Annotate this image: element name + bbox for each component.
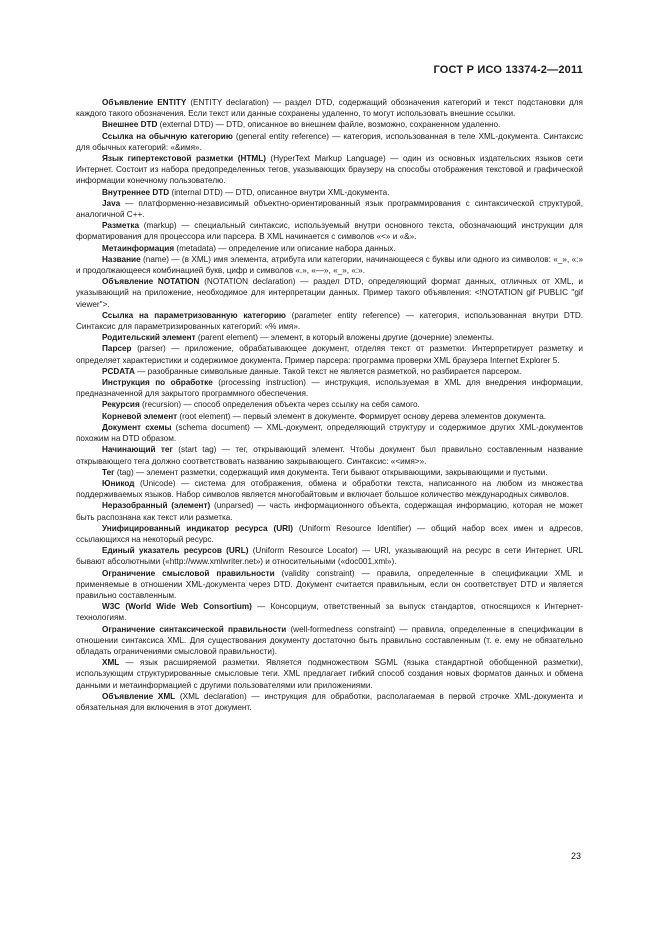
glossary-entry [76,131,583,153]
glossary-term: XML [102,658,120,668]
glossary-definition: (ENTITY declaration) — раздел DTD, содержащий обозначения категорий и текст подстановки для каждого такого обозначения. Если текст или данные сохранены удаленно, то могут использовать внешние ссылки. [76,98,583,119]
glossary-term: PCDATA [102,366,135,376]
glossary-entry [76,198,583,220]
glossary-definition: (root element) — первый элемент в документе. Формирует основу дерева элементов документа. [177,411,547,421]
glossary-entry [76,243,583,254]
glossary-entry [76,399,583,410]
glossary-entry [76,444,583,466]
glossary-entry [76,310,583,332]
glossary-term: Название [102,254,141,264]
glossary-definition: — Консорциум, ответственный за выпуск стандартов, относящихся к Интернет-технологиям. [76,602,583,623]
glossary-entry [76,467,583,478]
glossary-entry [76,601,583,623]
glossary-term: Внешнее DTD [102,120,158,130]
glossary-term: Инструкция по обработке [102,378,213,388]
glossary-term: Рекурсия [102,400,140,410]
glossary-entry [76,332,583,343]
glossary-definition: (XML declaration) — инструкция для обработки, располагаемая в первой строчке XML-документа и обязательная для включения в этот документ. [76,691,583,712]
glossary-definition: — разобранные символьные данные. Такой текст не является разметкой, но разбирается парсером. [134,366,522,376]
glossary-entry [76,153,583,187]
glossary-entry [76,500,583,522]
glossary-body [76,97,583,713]
glossary-definition: (validity constraint) — правила, определенные в спецификации XML и применяемые в отношении XML-документа через DTD. Документ считается правильным, если он соответствует DTD и является правильно составленным. [76,568,583,600]
glossary-term: Документ схемы [102,422,172,432]
glossary-entry [76,478,583,500]
glossary-term: Внутреннее DTD [102,187,170,197]
glossary-definition: (tag) — элемент разметки, содержащий имя документа. Теги бывают открывающими, закрывающими и пустыми. [114,467,548,477]
glossary-term: Объявление ENTITY [102,98,187,107]
glossary-term: Язык гипертекстовой разметки (HTML) [102,154,266,164]
glossary-entry [76,366,583,377]
document-header: ГОСТ Р ИСО 13374-2—2011 [433,64,583,76]
glossary-entry [76,119,583,130]
glossary-term: Ссылка на параметризованную категорию [102,310,286,320]
glossary-entry [76,568,583,602]
glossary-definition: (well-formedness constraint) — правила, определенные в спецификации в отношении синтаксиса XML. Для существования документу достаточно быть правильно составленным (т. е. ему не обязательно обладать ограничениями смысловой правильности). [76,624,583,656]
glossary-term: Неразобранный (элемент) [102,501,211,511]
glossary-term: Метаинформация [102,243,175,253]
glossary-definition: (schema document) — XML-документ, определяющий структуру и содержимое других XML-документов похожим на DTD образом. [76,422,584,444]
page-number: 23 [570,851,581,861]
glossary-entry [76,624,583,658]
glossary-definition: (NOTATION declaration) — раздел DTD, определяющий формат данных, отличных от XML, и указывающий на приложение, необходимое для интерпретации данных. Пример такого объявления: <!NOTATION gif PUBLIC "gif viewer">. [76,277,583,309]
glossary-term: Парсер [102,344,132,354]
glossary-term: Ограничение синтаксической правильности [102,624,287,634]
glossary-term: Объявление NOTATION [102,277,200,287]
glossary-term: Ссылка на обычную категорию [102,131,233,141]
glossary-term: Тег [102,467,115,477]
glossary-term: Объявление XML [102,691,176,701]
glossary-entry [76,523,583,545]
glossary-definition: (Uniform Resource Identifier) — общий набор всех имен и адресов, ссылающихся на некоторый ресурс. [76,523,584,544]
glossary-definition: (processing instruction) — инструкция, используемая в XML для внедрения информации, предназначенной для закрытого программного обеспечения. [76,378,584,399]
glossary-entry [76,343,583,365]
glossary-definition: (external DTD) — DTD, описанное во внешнем файле, возможно, сохраненном удаленно. [157,120,501,130]
glossary-entry [76,187,583,198]
glossary-entry [76,545,583,567]
glossary-definition: (start tag) — тег, открывающий элемент. Чтобы документ был правильно составленным название открывающего тега должно соответствовать названию закрывающего. Синтаксис: «<имя>». [76,445,583,466]
glossary-definition: (unparsed) — часть информационного объекта, содержащая информацию, которая не может быть распознана как текст или разметка. [76,501,583,522]
glossary-definition: (name) — (в XML) имя элемента, атрибута или категории, начинающееся с буквы или одного из символов: «_», «:» и продолжающееся комбинацией букв, цифр и символов «.», «—», «_», «:». [76,254,583,276]
glossary-term: Ограничение смысловой правильности [102,568,275,578]
glossary-term: Юникод [102,478,135,488]
glossary-term: Java [102,198,121,208]
glossary-term: Разметка [102,221,140,231]
glossary-entry [76,254,583,276]
glossary-definition: (metadata) — определение или описание набора данных. [174,243,396,253]
glossary-definition: — платформенно-независимый объектно-ориентированный язык программирования с синтаксической структурой, аналогичной С++. [76,198,583,220]
glossary-entry [76,411,583,422]
glossary-entry [76,422,583,444]
glossary-entry [76,276,583,310]
glossary-term: Унифицированный индикатор ресурса (URI) [102,523,294,533]
glossary-term: Единый указатель ресурсов (URL) [102,546,249,556]
glossary-definition: (Uniform Resource Locator) — URI, указывающий на ресурс в сети Интернет. URL бывают абсолютными («http://www.xmlwriter.net») и относительными («doc001.xml»). [76,546,583,567]
glossary-definition: (HyperText Markup Language) — один из основных издательских языков сети Интернет. Состоит из набора предопределенных тегов, указывающих браузеру на способы отображения текстовой и графической информации конечному пользователю. [76,154,583,186]
glossary-definition: (Unicode) — система для отображения, обмена и обработки текста, написанного на любом из множества поддерживаемых языков. Набор символов является многобайтовым и включает большое количество международных символов. [76,478,583,500]
glossary-definition: (recursion) — способ определения объекта через ссылку на себя самого. [139,400,420,410]
glossary-term: Корневой элемент [102,411,178,421]
glossary-definition: (parser) — приложение, обрабатывающее документ, отделяя текст от разметки. Интерпретирует разметку и определяет характеристики и содержимое документа. Пример парсера: программа проверки XML браузера Internet Explorer 5. [76,344,583,365]
glossary-entry [76,97,583,119]
glossary-definition: (parent element) — элемент, в который вложены другие (дочерние) элементы. [195,333,495,343]
glossary-definition: — язык расширяемой разметки. Является подмножеством SGML (языка стандартной обобщенной разметки), использующим структурированные смысловые теги. XML предлагает гибкий способ создания новых форматов данных и обмена данными и метаинформацией с другими пользователями или приложениями. [76,658,583,690]
glossary-term: Родительский элемент [102,333,196,343]
glossary-term: Начинающий тег [102,445,173,455]
glossary-entry [76,657,583,691]
glossary-term: W3C (World Wide Web Consortium) [102,602,252,612]
glossary-entry [76,377,583,399]
glossary-definition: (parameter entity reference) — категория, использованная внутри DTD. Синтаксис для параметризированных категорий: «% имя». [76,310,584,332]
glossary-definition: (internal DTD) — DTD, описанное внутри XML-документа. [169,187,390,197]
glossary-entry [76,220,583,242]
glossary-entry [76,691,583,713]
glossary-definition: (general entity reference) — категория, использованная в теле XML-документа. Синтаксис для обычных категорий: «&имя». [76,131,583,152]
glossary-definition: (markup) — специальный синтаксис, используемый внутри основного текста, обозначающий инструкции для форматирования для процессора или парсера. В XML начинается с символов «<» и «&». [76,221,583,242]
